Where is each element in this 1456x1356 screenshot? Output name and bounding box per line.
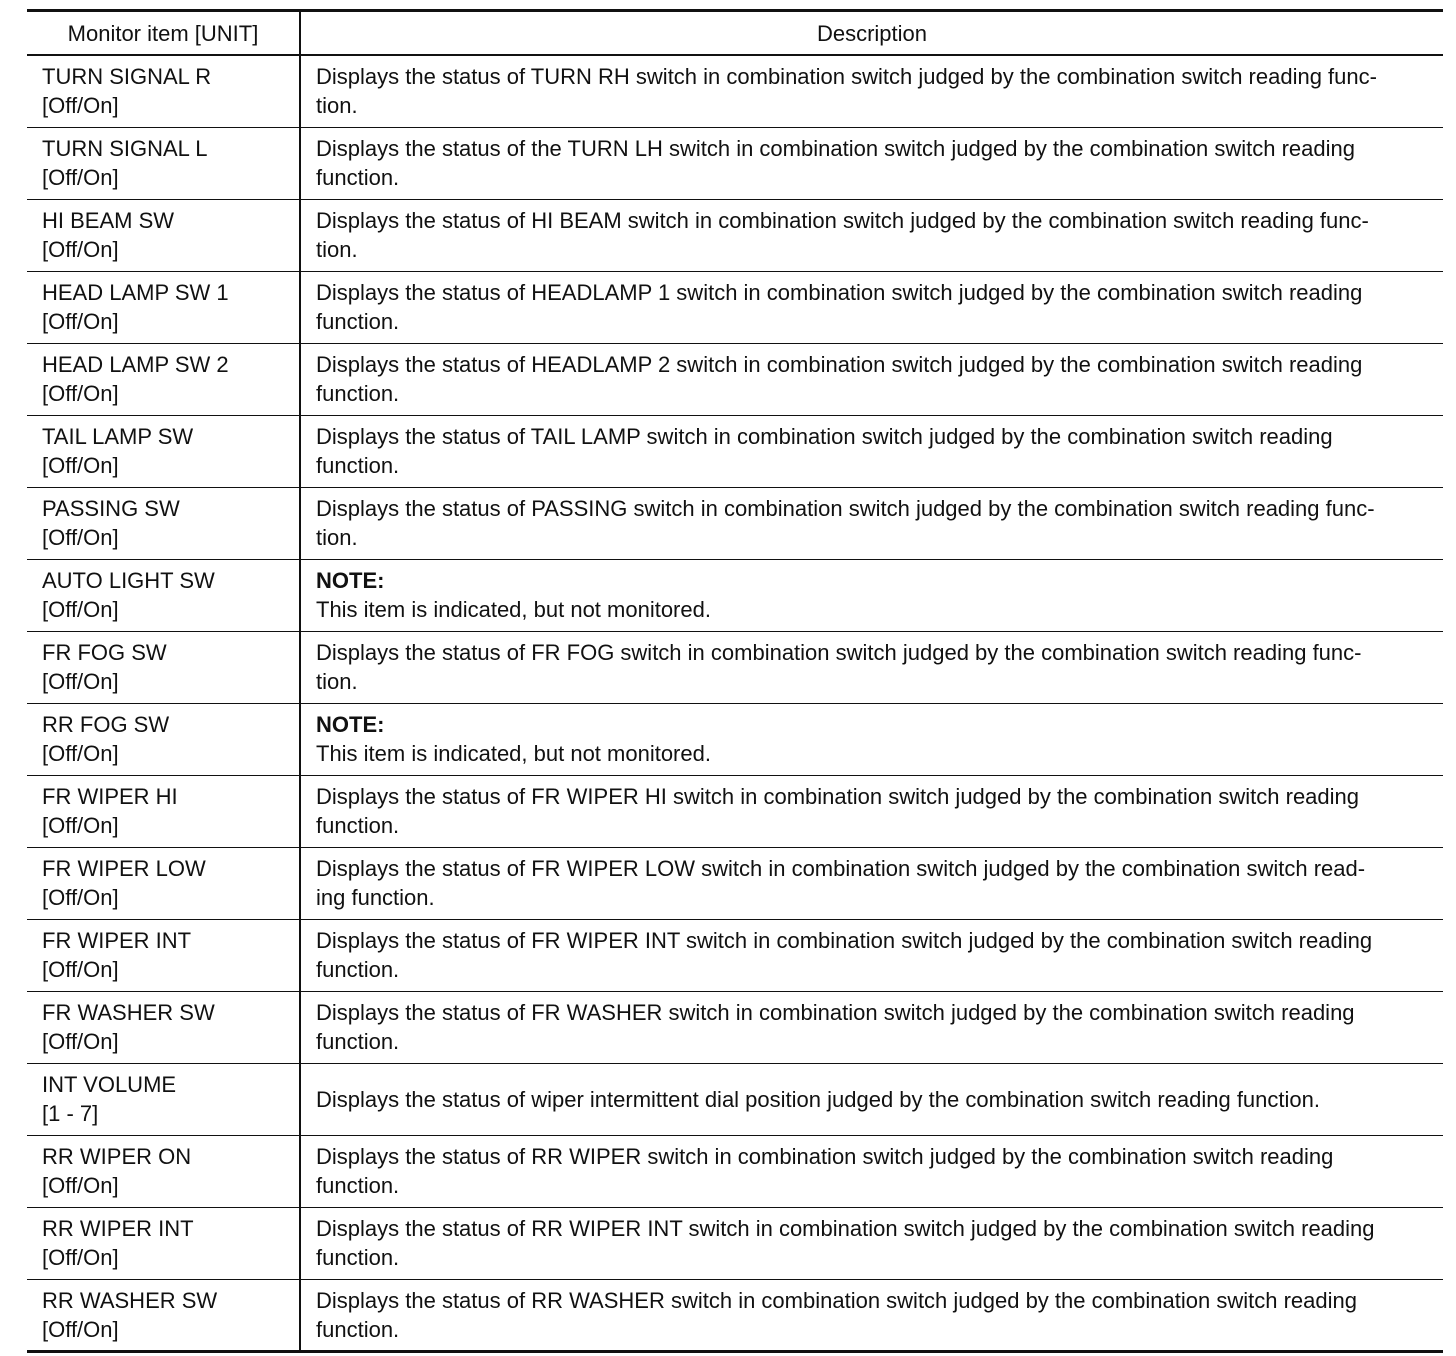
monitor-item-cell xyxy=(27,919,300,991)
description-text: function. xyxy=(316,1245,400,1270)
description-text: function. xyxy=(316,1316,400,1342)
monitor-item-name: AUTO LIGHT SW xyxy=(42,568,215,593)
description-text: Displays the status of FR WIPER HI switch in combination switch judged by the combination switch reading xyxy=(316,784,1360,809)
description-text: This item is indicated, but not monitored. xyxy=(316,597,711,622)
description-text: Displays the status of RR WIPER switch in combination switch judged by the combination switch reading xyxy=(316,1144,1334,1169)
monitor-item-unit: [Off/On] xyxy=(42,669,119,694)
description-text: function. xyxy=(316,813,400,838)
description-text: Displays the status of HEADLAMP 1 switch in combination switch judged by the combination switch reading xyxy=(316,280,1363,305)
description-text: tion. xyxy=(316,93,358,119)
description-text: function. xyxy=(316,453,400,478)
monitor-item-name: PASSING SW xyxy=(42,496,180,521)
monitor-item-name: FR WIPER LOW xyxy=(42,856,206,881)
table-row xyxy=(27,1135,1443,1207)
monitor-item-name: RR FOG SW xyxy=(42,712,170,737)
description-text: function. xyxy=(316,309,400,334)
monitor-item-unit: [1 - 7] xyxy=(42,1101,99,1126)
monitor-item-name: FR WIPER HI xyxy=(42,784,178,809)
description-text: Displays the status of RR WASHER switch in combination switch judged by the combination switch reading xyxy=(316,1287,1357,1313)
note-label: NOTE: xyxy=(316,712,385,737)
monitor-item-unit: [Off/On] xyxy=(42,525,119,550)
monitor-item-unit: [Off/On] xyxy=(42,1173,119,1198)
monitor-item-name: RR WIPER ON xyxy=(42,1144,192,1169)
description-cell xyxy=(300,127,1443,199)
monitor-item-unit: [Off/On] xyxy=(42,957,119,982)
table-row xyxy=(27,271,1443,343)
description-text: function. xyxy=(316,957,400,982)
description-text: Displays the status of FR WIPER LOW switch in combination switch judged by the combination switch read- xyxy=(316,856,1366,881)
monitor-item-cell xyxy=(27,775,300,847)
monitor-item-cell xyxy=(27,127,300,199)
description-cell xyxy=(300,343,1443,415)
table-row xyxy=(27,487,1443,559)
table-row xyxy=(27,631,1443,703)
monitor-item-unit: [Off/On] xyxy=(42,309,119,334)
description-text: Displays the status of HEADLAMP 2 switch in combination switch judged by the combination switch reading xyxy=(316,352,1363,377)
description-cell xyxy=(300,1063,1443,1135)
monitor-item-name: HI BEAM SW xyxy=(42,208,175,233)
description-text: Displays the status of FR FOG switch in combination switch judged by the combination switch reading func- xyxy=(316,640,1362,665)
description-cell xyxy=(300,991,1443,1063)
monitor-item-unit: [Off/On] xyxy=(42,93,119,119)
table-body xyxy=(27,55,1443,1351)
description-cell xyxy=(300,775,1443,847)
monitor-item-cell xyxy=(27,1135,300,1207)
monitor-item-cell xyxy=(27,1207,300,1279)
description-cell xyxy=(300,847,1443,919)
monitor-item-name: HEAD LAMP SW 2 xyxy=(42,352,229,377)
description-cell xyxy=(300,631,1443,703)
monitor-item-cell xyxy=(27,847,300,919)
column-header-monitor-item: Monitor item [UNIT] xyxy=(27,11,300,56)
monitor-item-name: RR WIPER INT xyxy=(42,1216,194,1241)
monitor-item-cell xyxy=(27,343,300,415)
description-cell xyxy=(300,1207,1443,1279)
description-text: function. xyxy=(316,1173,400,1198)
monitor-item-cell xyxy=(27,199,300,271)
description-cell xyxy=(300,55,1443,127)
monitor-item-name: RR WASHER SW xyxy=(42,1287,218,1313)
monitor-item-unit: [Off/On] xyxy=(42,597,119,622)
monitor-item-name: FR WIPER INT xyxy=(42,928,192,953)
monitor-item-unit: [Off/On] xyxy=(42,741,119,766)
table-row xyxy=(27,127,1443,199)
column-header-description: Description xyxy=(300,11,1443,56)
description-text: function. xyxy=(316,381,400,406)
description-cell xyxy=(300,199,1443,271)
table-row xyxy=(27,919,1443,991)
description-cell xyxy=(300,1279,1443,1351)
description-text: Displays the status of PASSING switch in combination switch judged by the combination switch reading func- xyxy=(316,496,1375,521)
monitor-item-unit: [Off/On] xyxy=(42,1029,119,1054)
table-row xyxy=(27,847,1443,919)
monitor-item-cell xyxy=(27,55,300,127)
monitor-item-cell xyxy=(27,487,300,559)
description-cell xyxy=(300,1135,1443,1207)
description-text: Displays the status of TURN RH switch in combination switch judged by the combination switch reading func- xyxy=(316,64,1377,90)
monitor-item-table xyxy=(27,9,1443,1353)
description-cell xyxy=(300,703,1443,775)
monitor-item-name: FR WASHER SW xyxy=(42,1000,215,1025)
monitor-item-cell xyxy=(27,415,300,487)
description-cell xyxy=(300,415,1443,487)
monitor-item-name: FR FOG SW xyxy=(42,640,167,665)
description-text: Displays the status of FR WIPER INT switch in combination switch judged by the combination switch reading xyxy=(316,928,1373,953)
description-text: tion. xyxy=(316,237,358,262)
monitor-item-name: TURN SIGNAL L xyxy=(42,136,208,161)
description-text: function. xyxy=(316,165,400,190)
table-row xyxy=(27,55,1443,127)
monitor-item-cell xyxy=(27,631,300,703)
monitor-item-unit: [Off/On] xyxy=(42,1245,119,1270)
table-row xyxy=(27,1063,1443,1135)
monitor-item-name: TAIL LAMP SW xyxy=(42,424,194,449)
table-row xyxy=(27,1207,1443,1279)
table-row xyxy=(27,415,1443,487)
monitor-item-unit: [Off/On] xyxy=(42,813,119,838)
table-row xyxy=(27,991,1443,1063)
description-text: This item is indicated, but not monitored. xyxy=(316,741,711,766)
description-cell xyxy=(300,559,1443,631)
description-text: Displays the status of HI BEAM switch in combination switch judged by the combination switch reading func- xyxy=(316,208,1369,233)
description-text: Displays the status of TAIL LAMP switch in combination switch judged by the combination switch reading xyxy=(316,424,1333,449)
monitor-item-unit: [Off/On] xyxy=(42,381,119,406)
table-row xyxy=(27,559,1443,631)
description-text: tion. xyxy=(316,525,358,550)
description-text: Displays the status of the TURN LH switch in combination switch judged by the combination switch reading xyxy=(316,136,1355,161)
description-text: tion. xyxy=(316,669,358,694)
description-text: ing function. xyxy=(316,885,435,910)
monitor-item-name: HEAD LAMP SW 1 xyxy=(42,280,229,305)
table-row xyxy=(27,343,1443,415)
monitor-item-unit: [Off/On] xyxy=(42,165,119,190)
monitor-item-cell xyxy=(27,703,300,775)
description-text: Displays the status of FR WASHER switch in combination switch judged by the combination switch reading xyxy=(316,1000,1355,1025)
description-cell xyxy=(300,919,1443,991)
description-text: Displays the status of RR WIPER INT switch in combination switch judged by the combination switch reading xyxy=(316,1216,1375,1241)
table-row xyxy=(27,199,1443,271)
description-cell xyxy=(300,271,1443,343)
monitor-item-unit: [Off/On] xyxy=(42,237,119,262)
monitor-item-cell xyxy=(27,559,300,631)
table-header xyxy=(27,11,1443,56)
monitor-item-cell xyxy=(27,271,300,343)
monitor-item-cell xyxy=(27,1063,300,1135)
monitor-item-name: TURN SIGNAL R xyxy=(42,64,212,90)
monitor-item-name: INT VOLUME xyxy=(42,1072,177,1097)
note-label: NOTE: xyxy=(316,568,385,593)
monitor-item-cell xyxy=(27,991,300,1063)
description-text: Displays the status of wiper intermittent dial position judged by the combination switch reading function. xyxy=(316,1086,1320,1112)
monitor-item-unit: [Off/On] xyxy=(42,1316,119,1342)
table-row xyxy=(27,703,1443,775)
monitor-item-unit: [Off/On] xyxy=(42,453,119,478)
monitor-item-unit: [Off/On] xyxy=(42,885,119,910)
monitor-item-cell xyxy=(27,1279,300,1351)
table-row xyxy=(27,775,1443,847)
header-row xyxy=(27,11,1443,56)
description-text: function. xyxy=(316,1029,400,1054)
description-cell xyxy=(300,487,1443,559)
table-row xyxy=(27,1279,1443,1351)
